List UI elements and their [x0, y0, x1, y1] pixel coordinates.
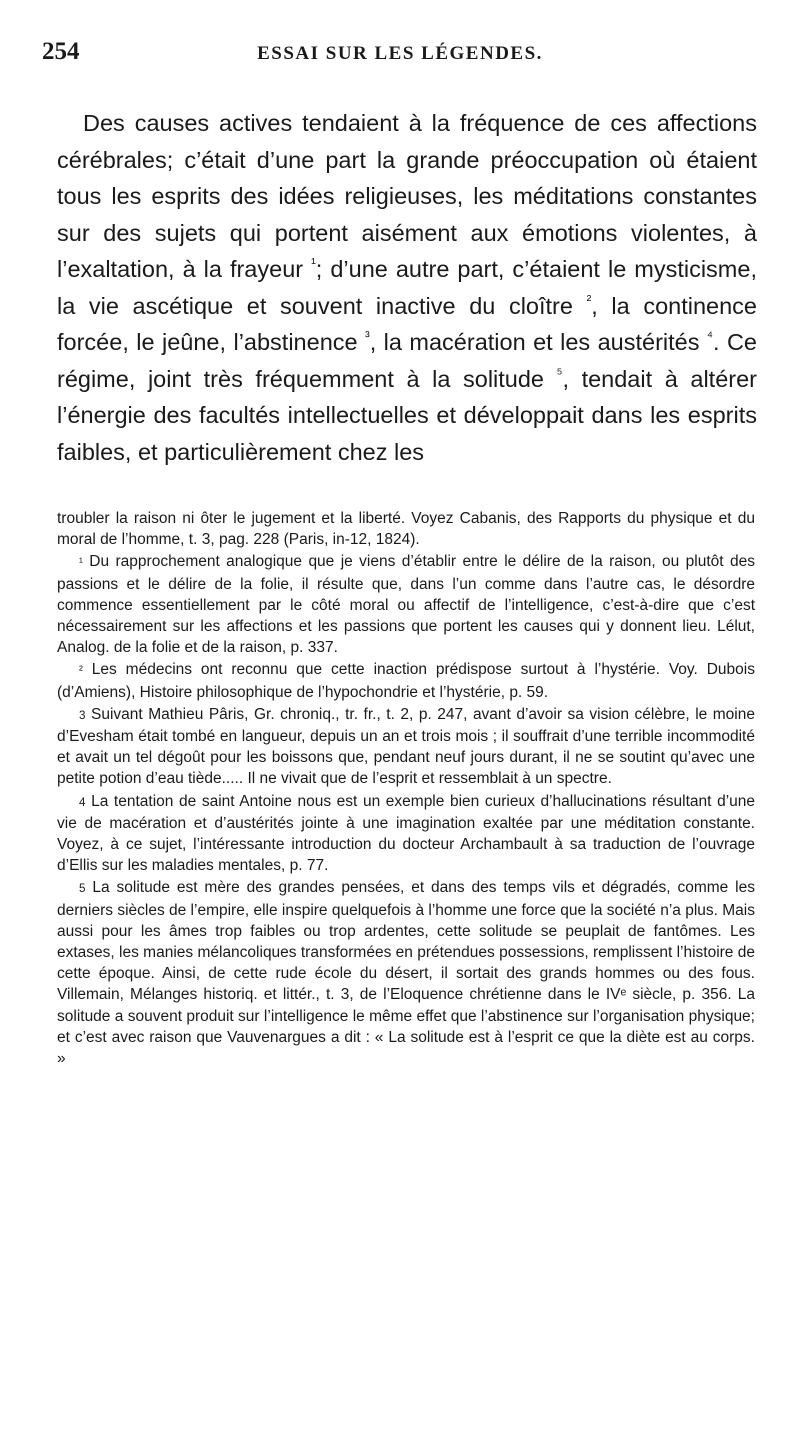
footnote-marker: 5: [79, 882, 86, 896]
footnote-text: La solitude est mère des grandes pensées, et dans des temps vils et dégradés, comme les derniers siècles de l’empire, elle inspire quelquefois à l’homme une force que la société n’a plus. Mais aussi pour les âmes trop faibles ou trop ardentes, cette solitude se peuplait de fantômes. Les extases, les manies mélancoliques transformées en prétendues possessions, remplissent l’histoire de cette époque. Ainsi, de cette rude école du désert, il sortait des grands hommes ou des fous. Villemain, Mélanges historiq. et littér., t. 3, de l’Eloquence chrétienne dans le IVᵉ siècle, p. 356. La solitude a souvent produit sur l’intelligence le même effet que l’abstinence sur l’organisation physique; et c’est avec raison que Vauvenargues a dit : « La solitude est à l’esprit ce que la diète est au corps. »: [57, 879, 755, 1068]
text-segment: . Ce régime, joint très fréquemment à la solitude: [57, 329, 757, 392]
footnote-text: Les médecins ont reconnu que cette inaction prédispose surtout à l’hystérie. Voy. Dubois (d’Amiens), Histoire philosophique de l’hypochondrie et l’hystérie, p. 59.: [57, 661, 755, 701]
footnote-ref-5: ⁵: [556, 364, 563, 381]
footnote-ref-1: ¹: [311, 255, 316, 272]
footnote-5: [57, 877, 755, 1069]
footnote-ref-3: ³: [365, 328, 370, 345]
text-segment: ; d’une autre part, c’étaient le mysticisme, la vie ascétique et souvent inactive du cloître: [57, 256, 757, 319]
footnote-1: [57, 551, 755, 658]
page-number: 254: [42, 38, 80, 65]
footnote-marker: 3: [79, 708, 86, 722]
text-segment: , tendait à altérer l’énergie des facultés intellectuelles et développait dans les esprits faibles, et particulièrement chez les: [57, 365, 757, 465]
page-header: [42, 38, 758, 78]
footnote-text: Du rapprochement analogique que je viens d’établir entre le délire de la raison, ou plutôt des passions et le délire de la folie, il résulte que, dans l’un comme dans l’autre cas, le désordre commence essentiellement par le côté moral ou affectif de l’intelligence, c’est-à-dire que c’est nécessairement sur les affections et les passions que portent les causes qui y donnent lieu. Lélut, Analog. de la folie et de la raison, p. 337.: [57, 553, 756, 657]
footnote-continuation: troubler la raison ni ôter le jugement et la liberté. Voyez Cabanis, des Rapports du physique et du moral de l’homme, t. 3, pag. 228 (Paris, in-12, 1824).: [57, 510, 755, 549]
running-title: ESSAI SUR LES LÉGENDES.: [257, 43, 543, 64]
footnote-3: [57, 704, 755, 790]
text-segment: , la macération et les austérités: [369, 329, 707, 355]
main-paragraph: [57, 105, 757, 470]
footnote-marker: ¹: [79, 556, 83, 570]
footnote-4: [57, 791, 755, 877]
footnote-ref-2: ²: [586, 291, 592, 308]
footnote-2: [57, 659, 755, 702]
main-text: [57, 105, 757, 470]
footnote-text: Suivant Mathieu Pâris, Gr. chroniq., tr. fr., t. 2, p. 247, avant d’avoir sa vision célèbre, le moine d’Evesham était tombé en langueur, depuis un an et trois mois ; il souffrait d’une terrible incommodité et avait un tel dégoût pour les boissons que, pendant neuf jours durant, il ne se soutint qu’avec une petite potion d’eau tiède..... Il ne vivait que de l’esprit et ressemblait à un spectre.: [57, 705, 755, 788]
footnote-marker: 4: [79, 795, 86, 809]
text-segment: Des causes actives tendaient à la fréquence de ces affections cérébrales; c’était d’une part la grande préoccupation où étaient tous les esprits des idées religieuses, les méditations constantes sur des sujets qui portent aisément aux émotions violentes, à l’exaltation, à la frayeur: [57, 110, 757, 282]
text-segment: , la continence forcée, le jeûne, l’abstinence: [57, 292, 757, 355]
footnotes: [57, 508, 755, 1070]
footnote-text: La tentation de saint Antoine nous est un exemple bien curieux d’hallucinations résultant d’une vie de macération et d’austérités jointe à une imagination exaltée par une méditation constante. Voyez, à ce sujet, l’intéressante introduction du docteur Archambault à sa traduction de l’ouvrage d’Ellis sur les maladies mentales, p. 77.: [57, 792, 755, 875]
footnote-marker: ²: [79, 664, 83, 678]
footnote-ref-4: ⁴: [706, 328, 713, 345]
